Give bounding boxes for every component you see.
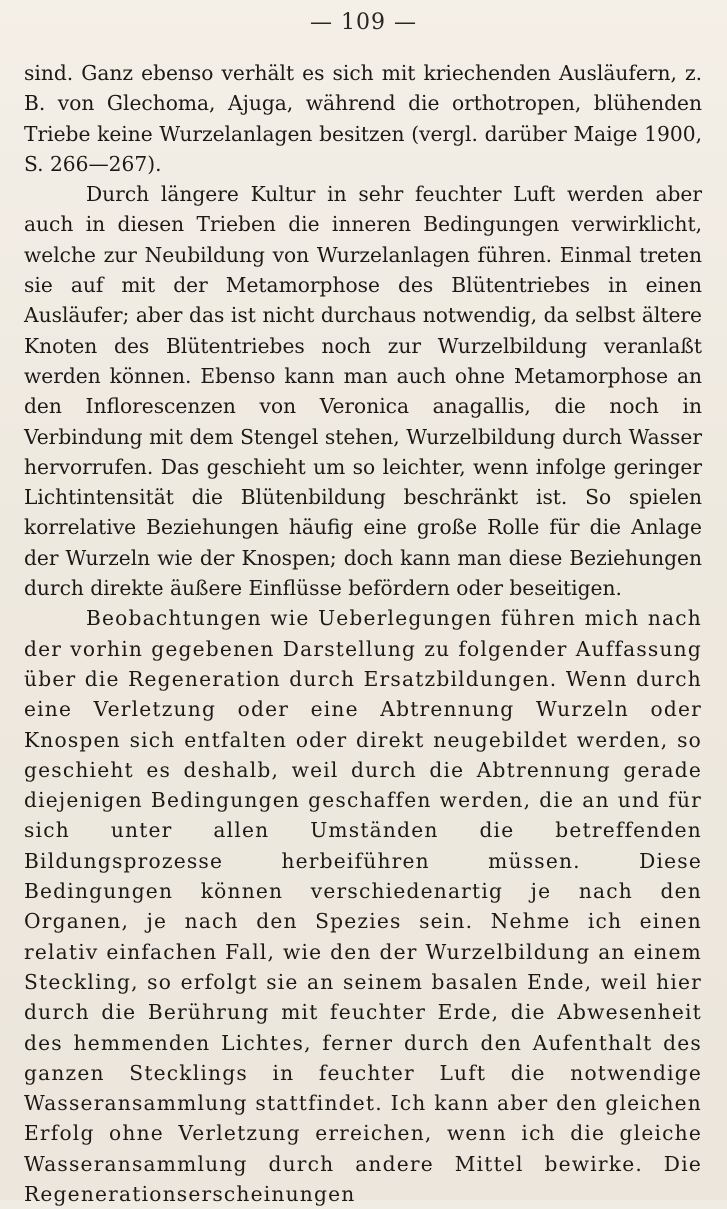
paragraph-1: sind. Ganz ebenso verhält es sich mit kriechenden Ausläufern, z. B. von Glechoma, Ajuga, während die orthotropen, blühenden Triebe keine Wurzelanlagen besitzen (vergl. darüber Maige 1900, S. 266—267). [24, 61, 702, 176]
paragraph-2: Durch längere Kultur in sehr feuchter Luft werden aber auch in diesen Trieben die inneren Bedingungen verwirklicht, welche zur Neubildung von Wurzelanlagen führen. Einmal treten sie auf mit der Metamorphose des Blütentriebes in einen Ausläufer; aber das ist nicht durchaus notwendig, da selbst ältere Knoten des Blütentriebes noch zur Wurzelbildung veranlaßt werden können. Ebenso kann man auch ohne Metamorphose an den Inflorescenzen von Veronica anagallis, die noch in Verbindung mit dem Stengel stehen, Wurzelbildung durch Wasser hervorrufen. Das geschieht um so leichter, wenn infolge geringer Lichtintensität die Blütenbildung beschränkt ist. So spielen korrelative Beziehungen häufig eine große Rolle für die Anlage der Wurzeln wie der Knospen; doch kann man diese Beziehungen durch direkte äußere Einflüsse befördern oder beseitigen. [24, 182, 702, 601]
paragraph-3: Beobachtungen wie Ueberlegungen führen mich nach der vorhin gegebenen Darstellung zu folgender Auffassung über die Regeneration durch Ersatzbildungen. Wenn durch eine Verletzung oder eine Abtrennung Wurzeln oder Knospen sich entfalten oder direkt neugebildet werden, so geschieht es deshalb, weil durch die Abtrennung gerade diejenigen Bedingungen geschaffen werden, die an und für sich unter allen Umständen die betreffenden Bildungsprozesse herbeiführen müssen. Diese Bedingungen können verschiedenartig je nach den Organen, je nach den Spezies sein. Nehme ich einen relativ einfachen Fall, wie den der Wurzelbildung an einem Steckling, so erfolgt sie an seinem basalen Ende, weil hier durch die Berührung mit feuchter Erde, die Abwesenheit des hemmenden Lichtes, ferner durch den Aufenthalt des ganzen Stecklings in feuchter Luft die notwendige Wasseransammlung stattfindet. Ich kann aber den gleichen Erfolg ohne Verletzung erreichen, wenn ich die gleiche Wasseransammlung durch andere Mittel bewirke. Die Regenerationserscheinungen [24, 606, 702, 1206]
page-body [24, 58, 702, 1209]
page-number-header: — 109 — [310, 10, 417, 35]
